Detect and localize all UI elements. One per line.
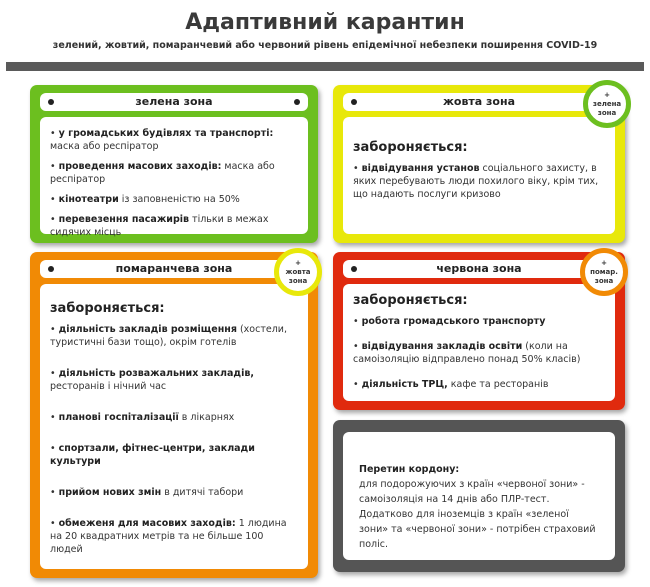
header-label: жовта зона	[442, 95, 516, 108]
orange-badge	[274, 248, 322, 296]
list-item: • прийом нових змін в дитячі табори	[50, 487, 244, 498]
item-bold: робота громадського транспорту	[361, 316, 546, 327]
border-text: для подорожуючих з країн «червоної зони» - самоізоляція на 14 днів або ПЛР-тест. Додатково для іноземців з країн «зеленої зони» та «червоної зони» - потрібен страховий поліс.	[359, 479, 596, 550]
dot-icon	[351, 266, 357, 272]
list-item: • обмеженя для масових заходів: 1 людина на 20 квадратних метрів та не більше 100 людей	[50, 518, 287, 555]
item-text: (хостели, туристичні бази тощо), окрім готелів	[50, 324, 287, 348]
item-bold: проведення масових заходів:	[58, 161, 222, 172]
item-bold: прийом нових змін	[58, 487, 162, 498]
item-bold: відвідування установ	[361, 163, 480, 174]
header-label: помаранчева зона	[115, 262, 233, 275]
list-item: • робота громадського транспорту	[353, 316, 546, 327]
badge-line: +	[604, 91, 610, 99]
green-zone-header	[40, 93, 308, 111]
dot-icon	[351, 99, 357, 105]
item-text: кафе та ресторанів	[447, 379, 549, 390]
badge-line: зона	[597, 109, 617, 117]
yellow-zone-header	[343, 93, 615, 111]
item-text: (коли на самоізоляцію відправлено понад 50% класів)	[353, 341, 581, 365]
list-item: • діяльність ТРЦ, кафе та ресторанів	[353, 379, 549, 390]
red-zone-header	[343, 260, 615, 278]
item-text: маска або респіратор	[50, 141, 159, 152]
item-text: 1 людина на 20 квадратних метрів та не більше 100 людей	[50, 518, 287, 555]
badge-line: жовта	[285, 268, 311, 276]
item-bold: перевезення пасажирів	[58, 214, 190, 225]
badge-line: помар.	[590, 268, 618, 276]
green-zone-body	[40, 117, 308, 238]
list-item: • у громадських будівлях та транспорті: маска або респіратор	[50, 128, 274, 152]
badge-line: зелена	[592, 100, 622, 108]
item-text: із заповненістю на 50%	[118, 194, 240, 205]
item-bold: діяльність розважальних закладів,	[58, 368, 254, 379]
list-item: • діяльність розважальних закладів, ресторанів і нічний час	[50, 368, 254, 392]
badge-line: +	[601, 259, 607, 267]
item-text: в дитячі табори	[161, 487, 244, 498]
yellow-zone-body	[343, 117, 615, 234]
item-bold: діяльність ТРЦ,	[361, 379, 448, 390]
border-heading: Перетин кордону:	[359, 464, 460, 475]
orange-zone-body	[40, 284, 308, 569]
list-item: • кінотеатри із заповненістю на 50%	[50, 194, 240, 205]
divider-bar	[6, 62, 644, 71]
list-item: • відвідування установ соціального захисту, в яких перебувають люди похилого віку, крім тих, що надають послуги кризово	[353, 163, 599, 200]
badge-line: зона	[594, 277, 614, 285]
item-bold: відвідування закладів освіти	[361, 341, 523, 352]
badge-line: зона	[288, 277, 308, 285]
red-badge	[580, 248, 628, 296]
header-label: червона зона	[436, 262, 522, 275]
list-item: • планові госпіталізації в лікарнях	[50, 412, 235, 423]
item-bold: планові госпіталізації	[58, 412, 179, 423]
forbid-heading: забороняється:	[353, 293, 468, 308]
list-item: • відвідування закладів освіти (коли на самоізоляцію відправлено понад 50% класів)	[353, 341, 581, 365]
green-zone-panel	[30, 85, 318, 243]
page-title: Адаптивний карантин	[185, 10, 465, 35]
item-text: ресторанів і нічний час	[50, 381, 167, 392]
yellow-zone-panel	[333, 85, 625, 243]
dot-icon	[294, 99, 300, 105]
list-item: • діяльність закладів розміщення (хостели, туристичні бази тощо), окрім готелів	[50, 324, 287, 348]
item-bold: у громадських будівлях та транспорті:	[58, 128, 274, 139]
item-bold: діяльність закладів розміщення	[58, 324, 237, 335]
border-panel	[333, 420, 625, 572]
item-bold: спортзали, фітнес-центри, заклади культури	[50, 443, 255, 467]
item-text: соціального захисту, в яких перебувають люди похилого віку, крім тих, що надають послуги кризово	[353, 163, 599, 200]
dot-icon	[48, 99, 54, 105]
list-item: • перевезення пасажирів тільки в межах сидячих місць	[50, 214, 269, 238]
border-body	[343, 432, 615, 560]
orange-zone-header	[40, 260, 308, 278]
dot-icon	[48, 266, 54, 272]
forbid-heading: забороняється:	[353, 140, 468, 155]
item-bold: обмеженя для масових заходів:	[58, 518, 236, 529]
orange-zone-panel	[30, 252, 318, 578]
yellow-badge	[583, 80, 631, 128]
page-subtitle: зелений, жовтий, помаранчевий або червоний рівень епідемічної небезпеки поширення COVID-19	[52, 40, 598, 51]
item-text: маска або респіратор	[50, 161, 275, 185]
list-item: • проведення масових заходів: маска або респіратор	[50, 161, 275, 185]
list-item: • спортзали, фітнес-центри, заклади культури	[50, 443, 255, 467]
item-bold: кінотеатри	[58, 194, 119, 205]
item-text: тільки в межах сидячих місць	[50, 214, 269, 238]
red-zone-body	[343, 284, 615, 401]
badge-line: +	[295, 259, 301, 267]
item-text: в лікарнях	[178, 412, 235, 423]
header-label: зелена зона	[135, 95, 213, 108]
forbid-heading: забороняється:	[50, 301, 165, 316]
